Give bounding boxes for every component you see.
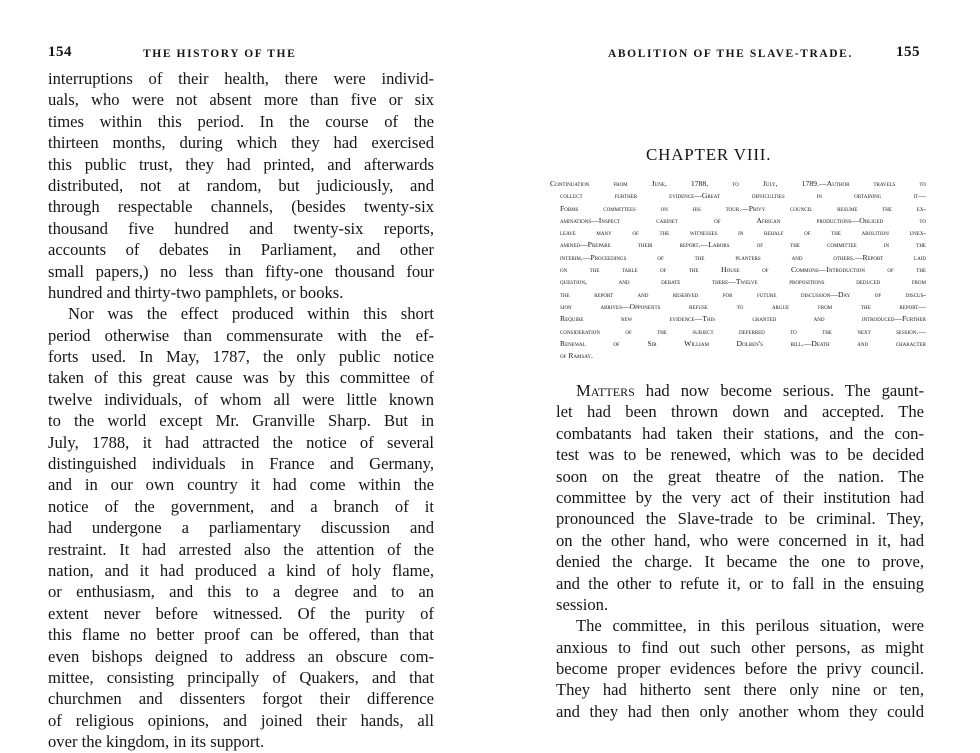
text-line: notice of the government, and a branch of it — [48, 496, 434, 516]
left-body-text — [48, 68, 434, 753]
paragraph-end-line: session. — [556, 594, 609, 614]
right-page — [490, 0, 980, 736]
summary-line: collect further evidence—Great difficulties in obtaining it— — [560, 191, 926, 201]
text-line: thirteen months, during which they had exercised — [48, 133, 434, 153]
text-line: test was to be renewed, which was to be decided — [556, 445, 924, 465]
text-line: churchmen and dissenters forgot their difference — [48, 689, 434, 709]
chapter-summary — [550, 178, 926, 362]
text-line: times within this period. In the course of the — [48, 111, 434, 131]
text-line: become proper evidences before the privy council. — [556, 659, 924, 679]
paragraph-end-line: hundred and thirty-two pamphlets, or books. — [48, 282, 344, 302]
text-line: or enthusiasm, and this to a degree and to an — [48, 582, 434, 602]
left-page — [0, 0, 490, 752]
text-line: denied the charge. It became the one to prove, — [556, 552, 924, 572]
text-line: to the world except Mr. Granville Sharp. But in — [48, 411, 434, 431]
text-line: They had hitherto sent there only nine or ten, — [556, 680, 924, 700]
right-running-head: ABOLITION OF THE SLAVE-TRADE. — [608, 48, 853, 60]
text-line: distinguished individuals in France and Germany, — [48, 454, 434, 474]
summary-line: consideration of the subject deferred to the next session.— — [560, 326, 926, 336]
text-line: committee by the very act of their institution had — [556, 487, 924, 507]
text-line: combatants had taken their stations, and the con- — [556, 423, 924, 443]
text-line: extent never before witnessed. Of the purity of — [48, 603, 434, 623]
summary-line: on the table of the House of Commons—Introduction of the — [560, 265, 926, 275]
text-line: period otherwise than commensurate with the ef- — [48, 325, 434, 345]
paragraph-start-line: The committee, in this perilous situation, were — [576, 616, 924, 636]
summary-line: the report and reserved for future discussion—Day of discus- — [560, 289, 926, 299]
summary-line: sion arrives—Opponents refuse to argue from the report— — [560, 301, 926, 311]
text-line: and the other to refute it, or to fall in the ensuing — [556, 573, 924, 593]
summary-line: question, and debate there—Twelve propositions deduced from — [560, 277, 926, 287]
text-line: thousand five hundred and twenty-six reports, — [48, 218, 434, 238]
left-running-head: THE HISTORY OF THE — [143, 48, 297, 60]
chapter-title: CHAPTER VIII. — [646, 145, 772, 164]
text-line: mittee, consisting principally of Quakers, and that — [48, 667, 434, 687]
summary-line: Continuation from June, 1788, to July, 1789.—Author travels to — [550, 179, 926, 188]
summary-line: Renewal of Sir William Dolben's bill.—Death and character — [560, 338, 926, 348]
left-page-number: 154 — [48, 44, 72, 60]
summary-line: amined—Prepare their report.—Labors of the committee in the — [560, 240, 926, 250]
right-body-text — [556, 380, 924, 722]
text-line: restraint. It had arrested also the attention of the — [48, 539, 434, 559]
summary-line: Require new evidence—This granted and introduced—Further — [560, 314, 926, 324]
text-line: July, 1788, it had attracted the notice of several — [48, 432, 434, 452]
text-line: through respectable channels, (besides twenty-six — [48, 197, 434, 217]
text-line: distributed, not at random, but judiciously, and — [48, 175, 434, 195]
text-line: anxious to find out such other persons, as might — [556, 637, 924, 657]
text-line: forts used. In May, 1787, the only public notice — [48, 347, 434, 367]
summary-line: interim.—Proceedings of the planters and others.—Report laid — [560, 252, 926, 262]
summary-line: Forms committees on his tour.—Privy council resume the ex- — [560, 203, 926, 213]
right-page-number: 155 — [896, 44, 920, 60]
text-line: and they had then only another whom they could — [556, 701, 924, 721]
paragraph-start-line — [556, 380, 924, 401]
text-line: this public trust, they had printed, and afterwards — [48, 154, 434, 174]
text-line: this flame no better proof can be offered, than that — [48, 625, 434, 645]
text-line: small papers,) no less than fifty-one thousand four — [48, 261, 434, 281]
text-line: even bishops deigned to address an obscure com- — [48, 646, 434, 666]
text-line: nation, and it had produced a kind of holy flame, — [48, 560, 434, 580]
text-line: had undergone a parliamentary discussion and — [48, 518, 434, 538]
text-line: interruptions of their health, there were individ- — [48, 69, 434, 88]
text-line: let had been thrown down and accepted. The — [556, 402, 924, 422]
text-line: taken of this great cause was by this committee of — [48, 368, 434, 388]
summary-line: leave many of the witnesses in behalf of the abolition unex- — [560, 228, 926, 238]
opening-word: Matters — [576, 381, 635, 400]
first-line-rest: had now become serious. The gaunt- — [634, 381, 924, 400]
text-line: soon on the great theatre of the nation. The — [556, 466, 924, 486]
paragraph-end-line: over the kingdom, in its support. — [48, 732, 265, 752]
text-line: twelve individuals, of whom all were little known — [48, 389, 434, 409]
paragraph-start-line: Nor was the effect produced within this short — [68, 304, 434, 324]
text-line: pronounced the Slave-trade to be criminal. They, — [556, 509, 924, 529]
text-line: of religious opinions, and joined their hands, all — [48, 710, 434, 730]
summary-line: of Ramsay. — [560, 351, 593, 361]
summary-line: aminations—Inspect cabinet of African productions—Obliged to — [560, 215, 926, 225]
text-line: and in our own country it had come within the — [48, 475, 434, 495]
text-line: uals, who were not absent more than five or six — [48, 90, 434, 110]
text-line: on the other hand, who were concerned in it, had — [556, 530, 924, 550]
text-line: accounts of debates in Parliament, and other — [48, 240, 434, 260]
